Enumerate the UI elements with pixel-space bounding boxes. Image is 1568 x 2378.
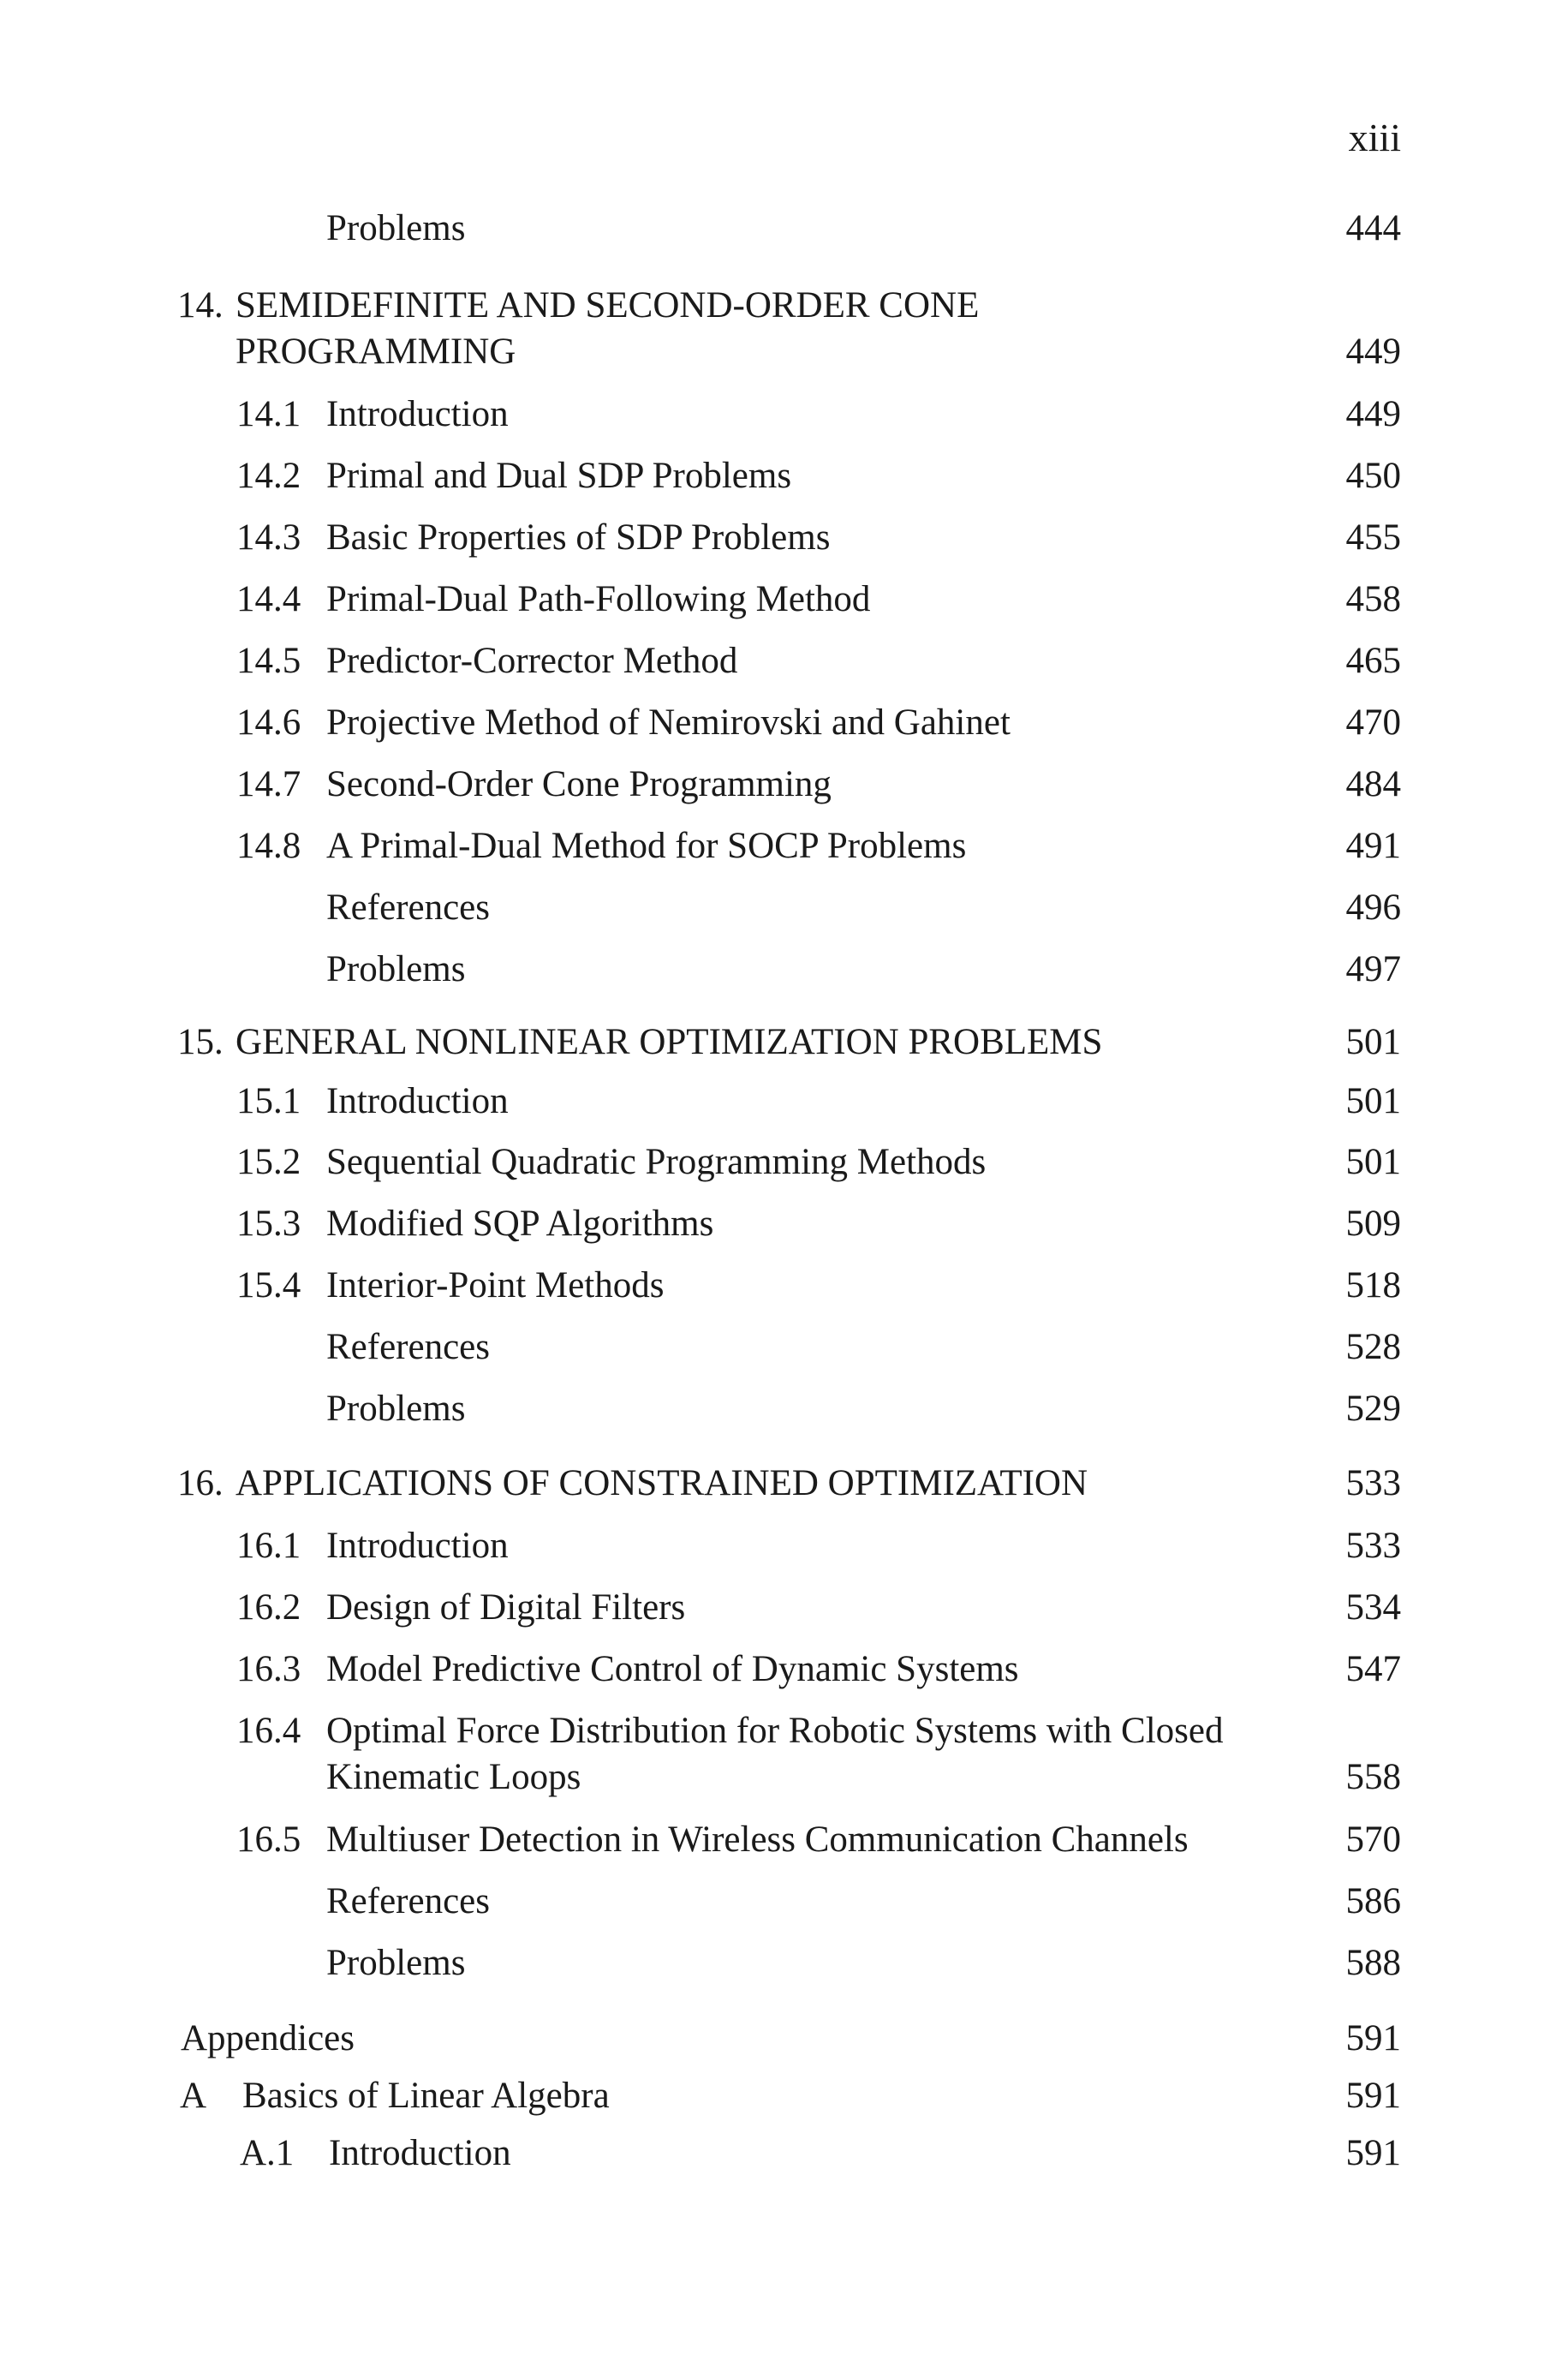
toc-entry-number: 14.7 (236, 764, 301, 804)
toc-entry-page: 591 (1345, 2018, 1401, 2058)
toc-entry-title: Multiuser Detection in Wireless Communication Channels (326, 1819, 1189, 1860)
toc-entry-page: 444 (1345, 208, 1401, 248)
toc-entry-title: Optimal Force Distribution for Robotic Systems with Closed (326, 1711, 1224, 1751)
toc-entry-number: 15.1 (236, 1081, 301, 1121)
toc-entry-number: 14. (177, 285, 224, 326)
toc-entry-title: Basic Properties of SDP Problems (326, 517, 831, 558)
toc-entry-page: 491 (1345, 826, 1401, 866)
toc-entry-number: A.1 (240, 2133, 295, 2173)
toc-entry-page: 533 (1345, 1463, 1401, 1503)
toc-entry-page: 501 (1345, 1022, 1401, 1062)
toc-entry-number: 16.5 (236, 1819, 301, 1860)
toc-entry-page: 529 (1345, 1389, 1401, 1429)
toc-entry-number: 16.3 (236, 1649, 301, 1689)
toc-entry-page: 534 (1345, 1587, 1401, 1628)
toc-entry-number: 16.4 (236, 1711, 301, 1751)
toc-entry-page: 586 (1345, 1881, 1401, 1921)
toc-entry-title: References (326, 1881, 490, 1921)
toc-entry-page: 547 (1345, 1649, 1401, 1689)
toc-entry-title: Introduction (329, 2133, 511, 2173)
toc-entry-number: 16.1 (236, 1526, 301, 1566)
toc-entry-title: Sequential Quadratic Programming Methods (326, 1142, 987, 1182)
toc-entry-title: Model Predictive Control of Dynamic Systems (326, 1649, 1019, 1689)
toc-entry-number: 14.8 (236, 826, 301, 866)
toc-entry-title: References (326, 887, 490, 928)
toc-entry-title: Problems (326, 208, 466, 248)
toc-entry-number: 14.6 (236, 702, 301, 743)
toc-entry-page: 591 (1345, 2133, 1401, 2173)
toc-entry-title: SEMIDEFINITE AND SECOND-ORDER CONE (235, 285, 980, 326)
toc-entry-page: 465 (1345, 641, 1401, 681)
page-number: xiii (1348, 116, 1401, 159)
toc-entry-page: 450 (1345, 456, 1401, 496)
toc-entry-title: Basics of Linear Algebra (242, 2076, 610, 2116)
toc-entry-number: 14.3 (236, 517, 301, 558)
toc-entry-title: GENERAL NONLINEAR OPTIMIZATION PROBLEMS (235, 1022, 1103, 1062)
toc-entry-page: 458 (1345, 579, 1401, 619)
toc-entry-number: 14.2 (236, 456, 301, 496)
toc-entry-page: 497 (1345, 949, 1401, 989)
toc-entry-number: 14.4 (236, 579, 301, 619)
toc-entry-number: 14.1 (236, 394, 301, 434)
toc-entry-page: 455 (1345, 517, 1401, 558)
toc-entry-number: 15.2 (236, 1142, 301, 1182)
toc-entry-page: 528 (1345, 1327, 1401, 1367)
toc-entry-title: Projective Method of Nemirovski and Gahinet (326, 702, 1011, 743)
toc-entry-title: Design of Digital Filters (326, 1587, 686, 1628)
toc-entry-page: 449 (1345, 332, 1401, 372)
toc-entry-title-continued: PROGRAMMING (235, 332, 516, 372)
toc-entry-number: 15.4 (236, 1265, 301, 1306)
toc-entry-page: 588 (1345, 1943, 1401, 1983)
toc-entry-page: 509 (1345, 1204, 1401, 1244)
toc-entry-number: 16. (177, 1463, 224, 1503)
toc-entry-page: 484 (1345, 764, 1401, 804)
toc-entry-page: 518 (1345, 1265, 1401, 1306)
toc-entry-title: Introduction (326, 394, 509, 434)
toc-entry-page: 470 (1345, 702, 1401, 743)
toc-entry-title: References (326, 1327, 490, 1367)
toc-entry-title: Introduction (326, 1526, 509, 1566)
toc-entry-page: 570 (1345, 1819, 1401, 1860)
toc-entry-title: Problems (326, 1389, 466, 1429)
toc-entry-title: Problems (326, 949, 466, 989)
toc-entry-title: Predictor-Corrector Method (326, 641, 738, 681)
toc-entry-title: Second-Order Cone Programming (326, 764, 832, 804)
toc-entry-title: Problems (326, 1943, 466, 1983)
toc-entry-title: Modified SQP Algorithms (326, 1204, 714, 1244)
toc-entry-page: 501 (1345, 1142, 1401, 1182)
toc-entry-page: 558 (1345, 1757, 1401, 1797)
toc-entry-title: Introduction (326, 1081, 509, 1121)
toc-entry-title-continued: Kinematic Loops (326, 1757, 581, 1797)
toc-entry-page: 449 (1345, 394, 1401, 434)
toc-entry-page: 496 (1345, 887, 1401, 928)
toc-entry-title: Interior-Point Methods (326, 1265, 665, 1306)
toc-entry-page: 591 (1345, 2076, 1401, 2116)
toc-entry-number: A (180, 2076, 207, 2116)
toc-entry-page: 533 (1345, 1526, 1401, 1566)
toc-entry-page: 501 (1345, 1081, 1401, 1121)
toc-entry-title: Primal and Dual SDP Problems (326, 456, 792, 496)
toc-entry-title: Appendices (181, 2018, 355, 2058)
toc-entry-number: 16.2 (236, 1587, 301, 1628)
toc-entry-number: 15. (177, 1022, 224, 1062)
toc-entry-title: APPLICATIONS OF CONSTRAINED OPTIMIZATION (235, 1463, 1088, 1503)
toc-entry-title: Primal-Dual Path-Following Method (326, 579, 871, 619)
toc-entry-number: 14.5 (236, 641, 301, 681)
toc-entry-title: A Primal-Dual Method for SOCP Problems (326, 826, 967, 866)
toc-entry-number: 15.3 (236, 1204, 301, 1244)
